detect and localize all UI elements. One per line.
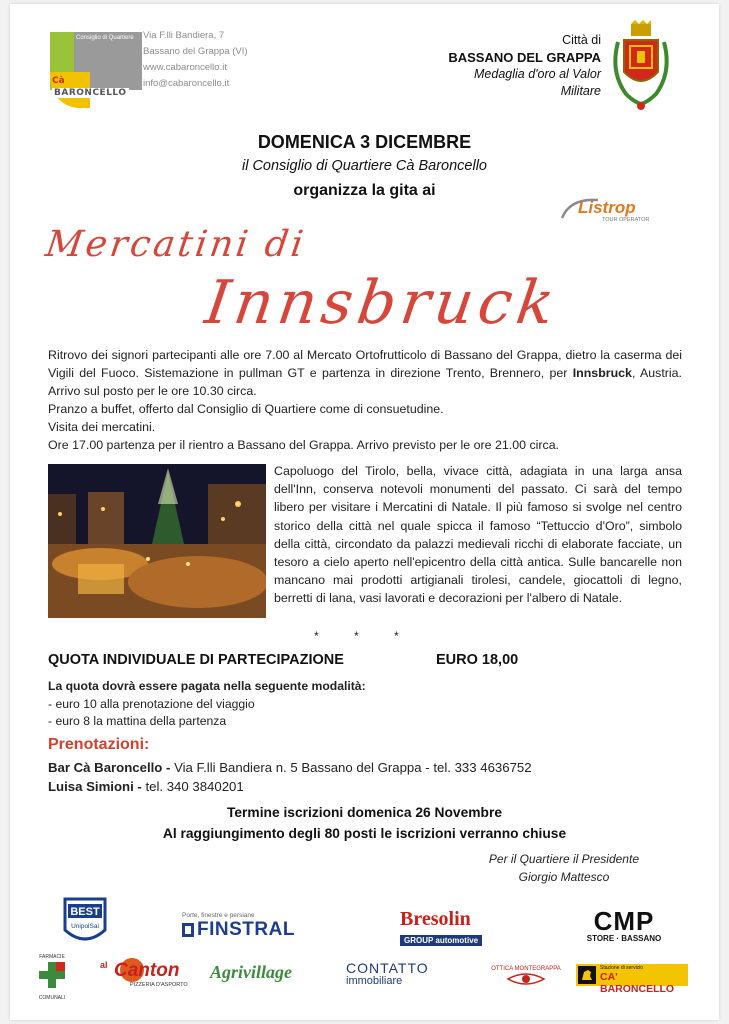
address-city: Bassano del Grappa (VI) — [143, 46, 248, 57]
president-signature: Per il Quartiere il Presidente Giorgio Mattesco — [488, 852, 639, 884]
ottica-montegrappa-logo: OTTICA MONTEGRAPPA — [490, 966, 562, 991]
contact-luisa: Luisa Simioni - tel. 340 3840201 — [48, 779, 244, 794]
email-link[interactable]: info@cabaroncello.it — [143, 78, 230, 89]
cmp-store-logo: CMP STORE · BASSANO — [586, 906, 662, 943]
city-block: Città di BASSANO DEL GRAPPA Medaglia d'oro al Valor Militare — [448, 33, 601, 98]
website-link[interactable]: www.cabaroncello.it — [143, 62, 227, 73]
deadline-notice: Termine iscrizioni domenica 26 Novembre Al raggiungimento degli 80 posti le iscrizioni verranno chiuse — [162, 805, 567, 841]
contact-bar: Bar Cà Baroncello - Via F.lli Bandiera n. 5 Bassano del Grappa - tel. 333 4636752 — [48, 760, 532, 775]
quota-price: EURO 18,00 — [436, 652, 519, 668]
svg-text:Listrop: Listrop — [578, 198, 636, 217]
svg-text:TOUR OPERATOR: TOUR OPERATOR — [602, 217, 650, 223]
separator-stars: * * * — [314, 629, 415, 643]
event-date: DOMENICA 3 DICEMBRE — [257, 132, 472, 152]
prenotazioni-title: Prenotazioni: — [48, 736, 150, 753]
best-unipolsai-logo — [62, 896, 108, 948]
address-block — [143, 28, 248, 92]
title-innsbruck: Innsbruck — [201, 268, 564, 338]
itinerary-text: Ritrovo dei signori partecipanti alle ore 7.00 al Mercato Ortofrutticolo di Bassano del Grappa, dietro la caserma dei Vigili del Fuoco. Sistemazione in pullman GT e partenza in direzione Trento, Brennero, per Innsbruck, Austria. Arrivo sul posto per le ore 10.30 circa. Pranzo a buffet, offerto dal Consiglio di Quartiere come di consuetudine. Visita dei mercatini. Ore 17.00 partenza per il rientro a Bassano del Grappa. Arrivo previsto per le ore 21.00 circa. — [48, 348, 682, 452]
eye-icon — [506, 972, 546, 986]
organizes-line: organizza la gita ai — [293, 182, 436, 199]
agrivillage-logo: Agrivillage — [210, 962, 292, 982]
bresolin-logo: Bresolin GROUP automotive — [400, 908, 510, 948]
city-description: Capoluogo del Tirolo, bella, vivace città, adagiata in una larga ansa dell'Inn, conserva notevoli monumenti del passato. Ci sarà del tempo libero per visitare i Mercatini di Natale. Il più famoso si svolge nel centro storico della città nel quale spicca il famoso “Tettuccio d'Oro”, simbolo della città, circondato da palazzi medievali ricchi di elaborate facciate, un tesoro a cielo aperto nell'epicentro della città antica. Sulle bancarelle non mancano mai prodotti artigianali tirolesi, candele, giocattoli di legno, berretti di lana, vasi lavorati e decorazioni per l'albero di Natale. — [274, 464, 682, 606]
christmas-market-photo — [48, 464, 266, 618]
finstral-logo: Porte, finestre e persiane FINSTRAL — [182, 912, 295, 940]
city-crest-icon — [610, 20, 672, 116]
al-canton-logo: al Canton PIZZERIA D'ASPORTO — [100, 960, 188, 988]
farmacie-comunali-logo: FARMACIE COMUNALI — [38, 954, 66, 1001]
quota-details: La quota dovrà essere pagata nella seguente modalità: - euro 10 alla prenotazione del viaggio - euro 8 la mattina della partenza — [48, 679, 366, 728]
address-street: Via F.lli Bandiera, 7 — [143, 30, 225, 41]
agip-dog-icon — [578, 966, 596, 984]
agip-ca-baroncello-logo: Stazione di servizio CA' BARONCELLO — [576, 964, 688, 986]
title-mercatini: Mercatini di — [43, 224, 309, 265]
contatto-immobiliare-logo: CONTATTO immobiliare — [346, 960, 429, 987]
ca-baroncello-logo: Consiglio di Quartiere Cà BARONCELLO — [50, 32, 142, 108]
svg-text:BEST: BEST — [70, 906, 100, 918]
listrop-logo — [558, 194, 686, 224]
flyer-page — [10, 4, 719, 1020]
svg-text:UnipolSai: UnipolSai — [71, 923, 99, 930]
pharmacy-cross-icon — [37, 960, 67, 990]
contacts-list — [48, 758, 532, 796]
quota-title: QUOTA INDIVIDUALE DI PARTECIPAZIONE — [48, 652, 344, 668]
organizer: il Consiglio di Quartiere Cà Baroncello — [241, 158, 487, 174]
